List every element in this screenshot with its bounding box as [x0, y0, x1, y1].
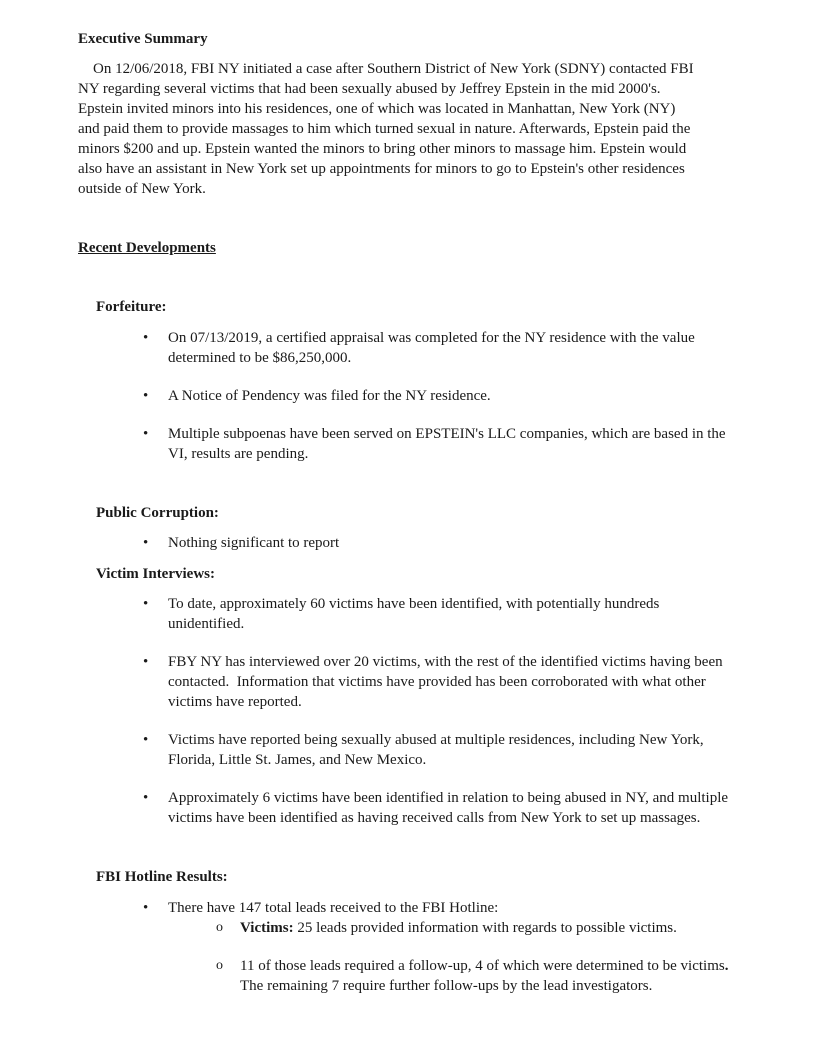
sub-bullet-icon: o — [216, 920, 223, 935]
bullet-line: victims have reported. — [168, 694, 302, 710]
bullet-line: victims have been identified as having received calls from New York to set up massages. — [168, 810, 701, 826]
bullet-line: Florida, Little St. James, and New Mexico. — [168, 752, 427, 768]
executive-summary-paragraph — [78, 59, 778, 199]
bullet-line: There have 147 total leads received to the FBI Hotline: — [168, 900, 499, 916]
bullet-line: FBY NY has interviewed over 20 victims, with the rest of the identified victims having been — [168, 654, 723, 670]
bullet-icon: • — [143, 654, 149, 670]
bullet-line: A Notice of Pendency was filed for the NY residence. — [168, 388, 491, 404]
bullet-icon: • — [143, 596, 149, 612]
victims-text: 25 leads provided information with regards to possible victims. — [293, 920, 677, 936]
bullet-line: Approximately 6 victims have been identified in relation to being abused in NY, and multiple — [168, 790, 729, 806]
follow-up-text: 11 of those leads required a follow-up, 4 of which were determined to be victims — [240, 958, 725, 974]
bullet-line: On 07/13/2019, a certified appraisal was completed for the NY residence with the value — [168, 330, 695, 346]
sub-bullet-icon: o — [216, 958, 223, 973]
paragraph-line: minors $200 and up. Epstein wanted the minors to bring other minors to massage him. Epstein would — [78, 141, 687, 157]
paragraph-line: On 12/06/2018, FBI NY initiated a case after Southern District of New York (SDNY) contacted FBI — [78, 61, 694, 77]
sub-item-line: The remaining 7 require further follow-ups by the lead investigators. — [240, 978, 653, 994]
paragraph-line: NY regarding several victims that had been sexually abused by Jeffrey Epstein in the mid 2000's. — [78, 81, 661, 97]
bullet-icon: • — [143, 426, 149, 442]
fbi-hotline-heading: FBI Hotline Results: — [96, 869, 228, 885]
bullet-line: VI, results are pending. — [168, 446, 309, 462]
bullet-icon: • — [143, 790, 149, 806]
paragraph-line: and paid them to provide massages to him which turned sexual in nature. Afterwards, Epstein paid the — [78, 121, 691, 137]
bullet-icon: • — [143, 900, 149, 916]
bullet-icon: • — [143, 330, 149, 346]
bullet-icon: • — [143, 732, 149, 748]
paragraph-line: outside of New York. — [78, 181, 206, 197]
public-corruption-heading: Public Corruption: — [96, 505, 219, 521]
bullet-icon: • — [143, 388, 149, 404]
recent-developments-heading: Recent Developments — [78, 240, 216, 256]
bullet-line: determined to be $86,250,000. — [168, 350, 352, 366]
victim-interviews-heading: Victim Interviews: — [96, 566, 215, 582]
forfeiture-heading: Forfeiture: — [96, 299, 167, 315]
bullet-line: unidentified. — [168, 616, 245, 632]
victims-label: Victims: — [240, 920, 294, 936]
sub-item-line — [240, 918, 780, 938]
bullet-icon: • — [143, 535, 149, 551]
bullet-line: Victims have reported being sexually abused at multiple residences, including New York, — [168, 732, 704, 748]
follow-up-period: . — [724, 958, 729, 974]
bullet-line: Multiple subpoenas have been served on EPSTEIN's LLC companies, which are based in the — [168, 426, 726, 442]
sub-item-line — [240, 956, 780, 976]
bullet-line: Nothing significant to report — [168, 535, 340, 551]
bullet-line: contacted. Information that victims have provided has been corroborated with what other — [168, 674, 706, 690]
paragraph-line: also have an assistant in New York set up appointments for minors to go to Epstein's other residences — [78, 161, 685, 177]
bullet-line: To date, approximately 60 victims have been identified, with potentially hundreds — [168, 596, 660, 612]
paragraph-line: Epstein invited minors into his residences, one of which was located in Manhattan, New York (NY) — [78, 101, 676, 117]
executive-summary-heading: Executive Summary — [78, 31, 208, 47]
